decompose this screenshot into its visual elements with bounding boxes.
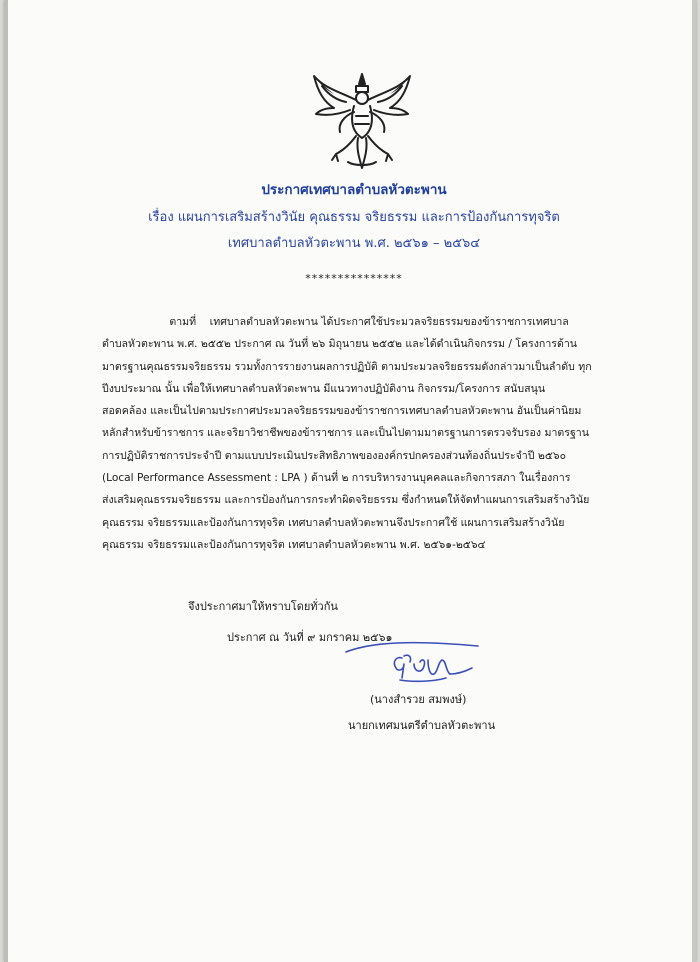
- signer-title: นายกเทศมนตรีตำบลหัวตะพาน: [348, 719, 496, 732]
- document-body: [102, 311, 618, 556]
- page-edge-left: [4, 0, 8, 962]
- document-subject: เรื่อง แผนการเสริมสร้างวินัย คุณธรรม จริยธรรม และการป้องกันการทุจริต: [148, 210, 560, 225]
- body-line: ส่งเสริมคุณธรรมจริยธรรม และการป้องกันการกระทำผิดจริยธรรม ซึ่งกำหนดให้จัดทำแผนการเสริมสร้างวินัย: [102, 494, 590, 507]
- announcement-date: ประกาศ ณ วันที่ ๙ มกราคม ๒๕๖๑: [227, 631, 393, 644]
- body-line: ปีงบประมาณ นั้น เพื่อให้เทศบาลตำบลหัวตะพาน มีแนวทางปฏิบัติงาน กิจกรรม/โครงการ สนับสนุน: [102, 382, 546, 395]
- body-line: คุณธรรม จริยธรรมและป้องกันการทุจริต เทศบาลตำบลหัวตะพาน พ.ศ. ๒๕๖๑-๒๕๖๔: [102, 538, 486, 551]
- document-title: ประกาศเทศบาลตำบลหัวตะพาน: [261, 182, 447, 198]
- separator-line: ***************: [305, 272, 403, 285]
- page-edge-right: [692, 0, 696, 962]
- document-page: [4, 0, 696, 962]
- body-line: มาตรฐานคุณธรรมจริยธรรม รวมทั้งการรายงานผลการปฏิบัติ ตามประมวลจริยธรรมดังกล่าวมาเป็นลำดับ ทุก: [102, 360, 592, 373]
- document-period: เทศบาลตำบลหัวตะพาน พ.ศ. ๒๕๖๑ – ๒๕๖๔: [227, 236, 481, 251]
- body-line: การปฏิบัติราชการประจำปี ตามแบบประเมินประสิทธิภาพขององค์กรปกครองส่วนท้องถิ่นประจำปี ๒๕๖๐: [102, 449, 567, 462]
- handwritten-signature-icon: [342, 638, 482, 684]
- body-line: คุณธรรม จริยธรรมและป้องกันการทุจริต เทศบาลตำบลหัวตะพานจึงประกาศใช้ แผนการเสริมสร้างวินัย: [102, 516, 565, 529]
- body-line: หลักสำหรับข้าราชการ และจริยาวิชาชีพของข้าราชการ และเป็นไปตามมาตรฐานการตรวจรับรอง มาตรฐาน: [102, 427, 590, 440]
- body-line: ตำบลหัวตะพาน พ.ศ. ๒๕๕๒ ประกาศ ณ วันที่ ๒๖ มิถุนายน ๒๕๕๒ และได้ดำเนินกิจกรรม / โครงการด้าน: [102, 338, 578, 351]
- body-line: ตามที่ เทศบาลตำบลหัวตะพาน ได้ประกาศใช้ประมวลจริยธรรมของข้าราชการเทศบาล: [102, 316, 569, 328]
- body-line: สอดคล้อง และเป็นไปตามประกาศประมวลจริยธรรมของข้าราชการเทศบาลตำบลหัวตะพาน อันเป็นค่านิยม: [102, 405, 582, 418]
- body-line: (Local Performance Assessment : LPA ) ด้านที่ ๒ การบริหารงานบุคคลและกิจการสภา ในเรื่องการ: [102, 472, 571, 485]
- closing-statement: จึงประกาศมาให้ทราบโดยทั่วกัน: [188, 600, 338, 613]
- garuda-emblem-icon: [310, 70, 414, 172]
- signer-name: (นางสำรวย สมพงษ์): [370, 693, 467, 706]
